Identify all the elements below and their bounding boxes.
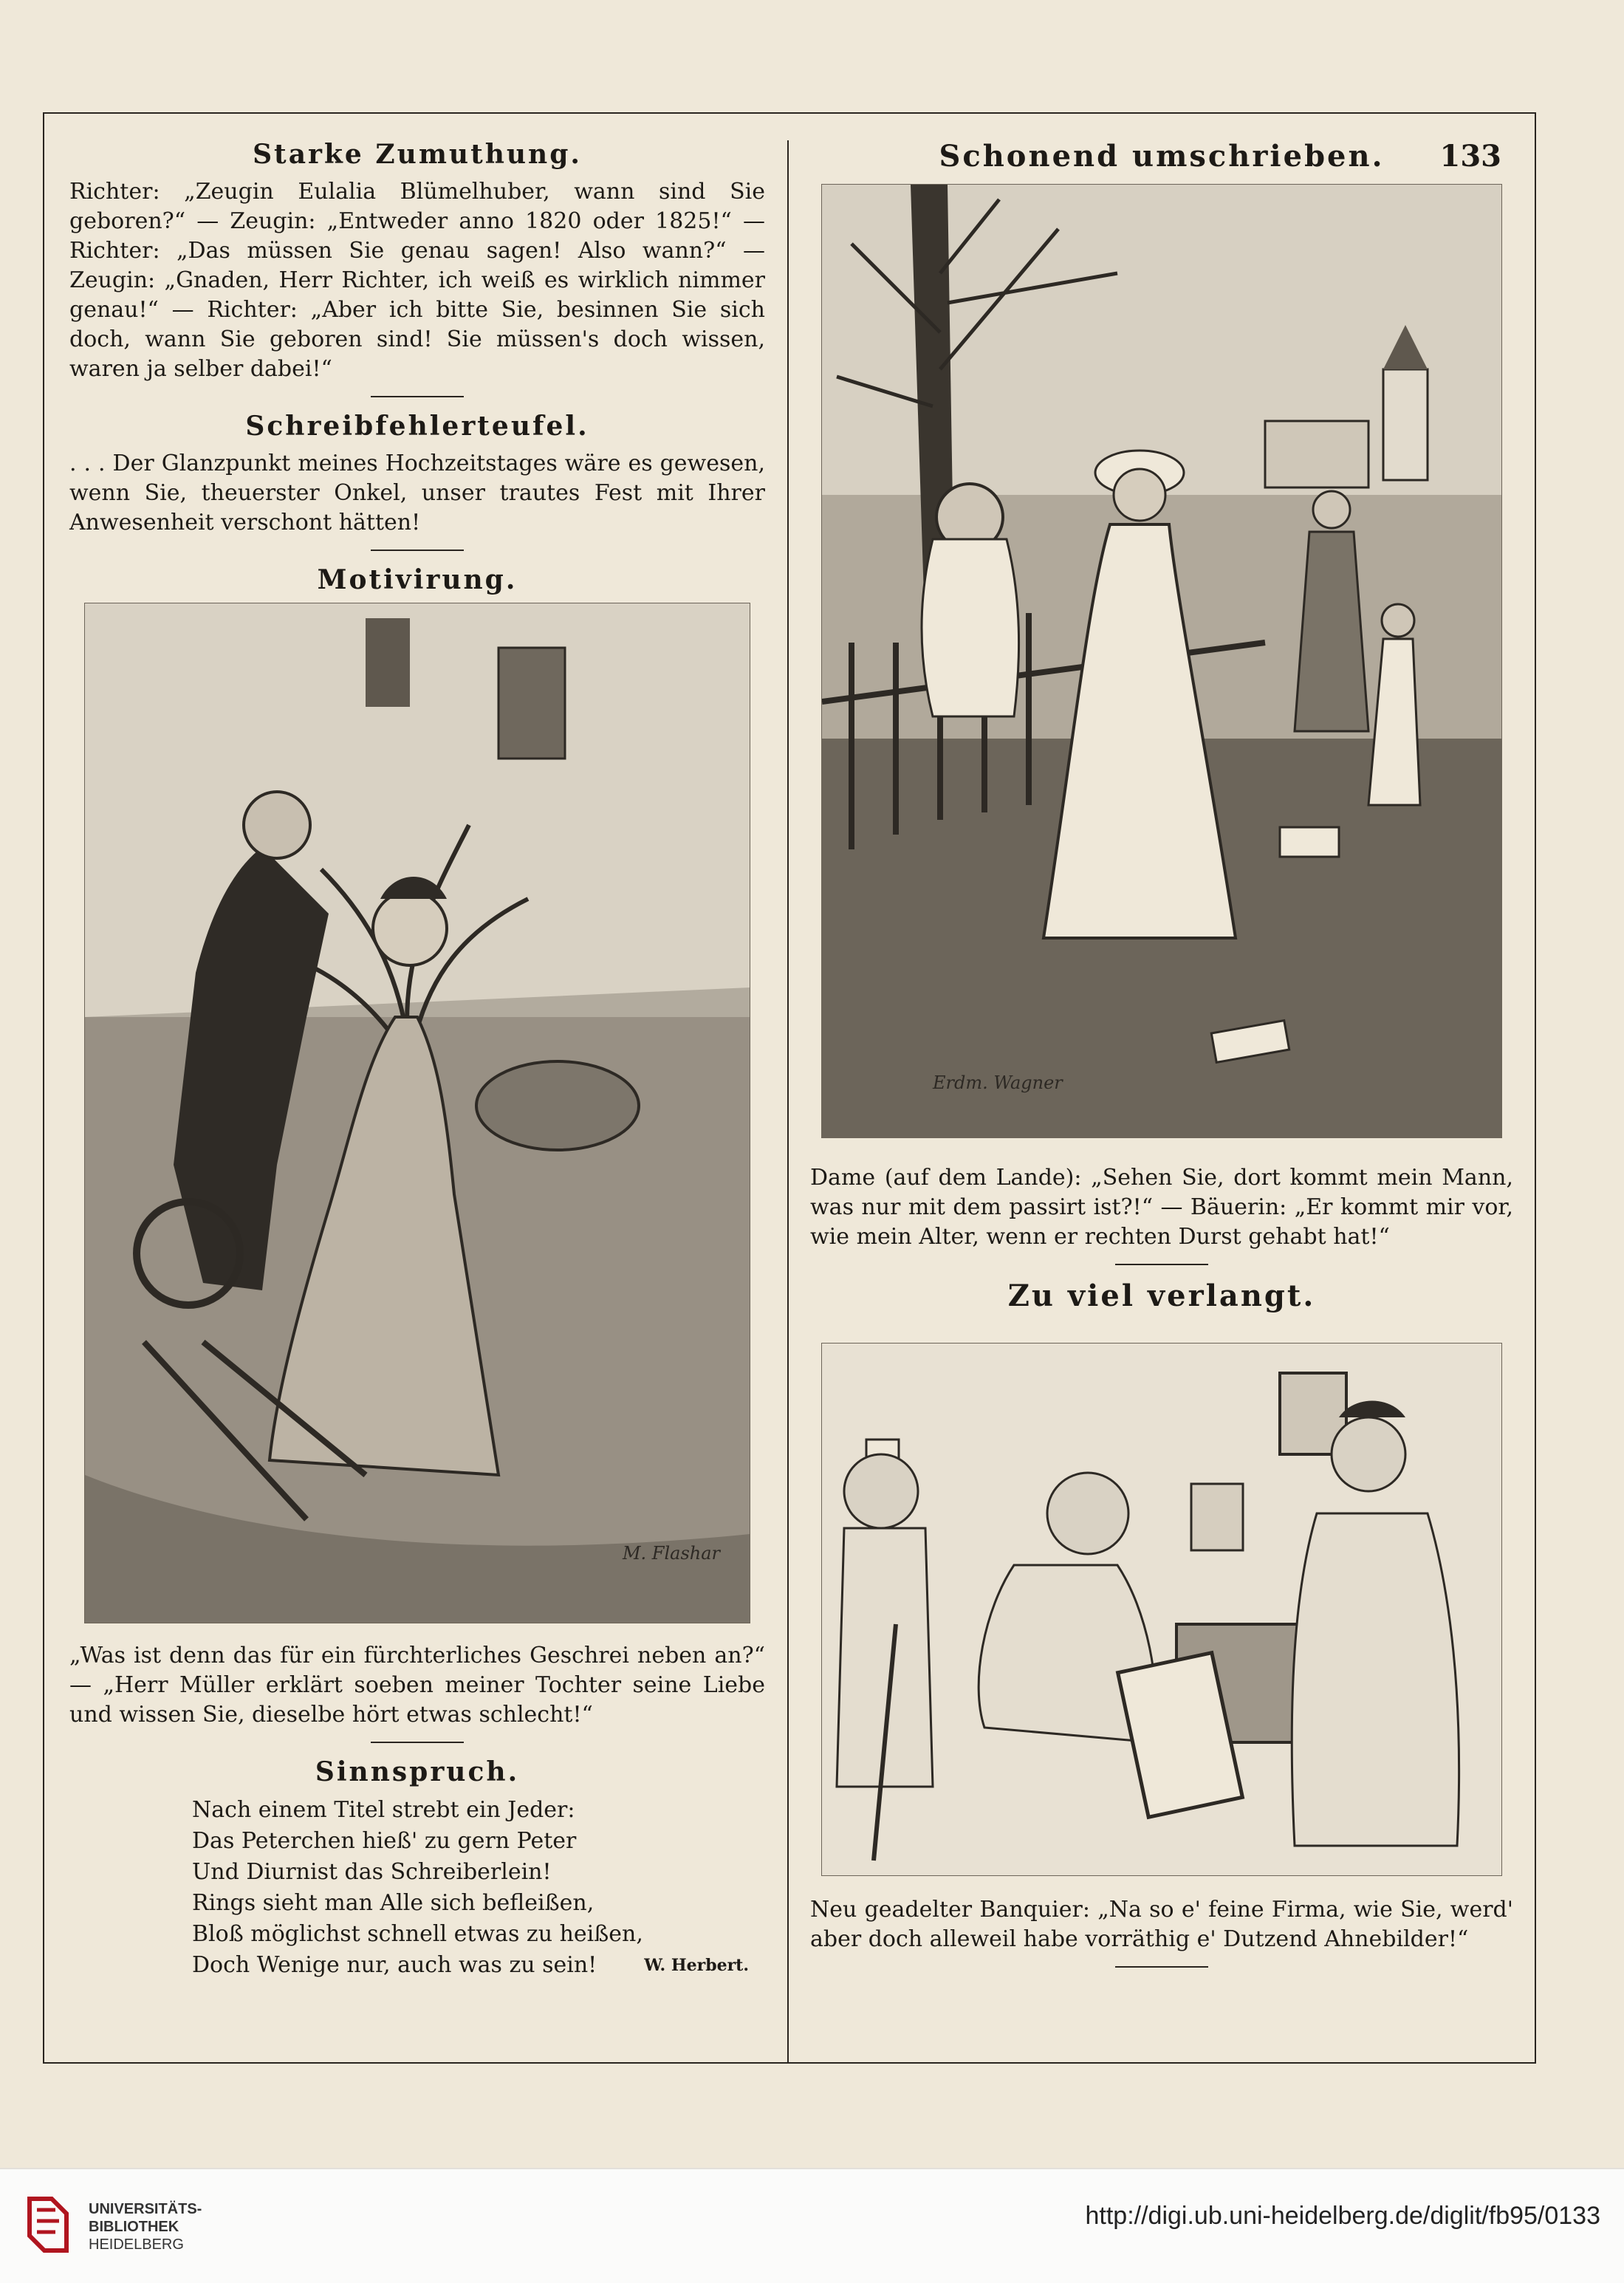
poem-author: W. Herbert. [644, 1956, 749, 1975]
library-name [89, 2200, 202, 2253]
heading-schonend-umschrieben: Schonend umschrieben. [939, 139, 1385, 174]
column-divider [787, 140, 789, 2062]
page-number: 133 [1439, 139, 1501, 174]
heading-starke-zumuthung: Starke Zumuthung. [253, 139, 582, 170]
heading-zu-viel-verlangt: Zu viel verlangt. [1007, 1279, 1316, 1313]
separator-rule [371, 550, 464, 551]
heading-motivirung: Motivirung. [317, 564, 518, 595]
left-column [59, 126, 775, 1981]
illustration-motivirung [84, 603, 750, 1623]
library-name-line: HEIDELBERG [89, 2236, 184, 2253]
artist-signature: M. Flashar [622, 1543, 720, 1564]
caption-motivirung: „Was ist denn das für ein fürchterliches Geschrei neben an?“ — „Herr Müller erklärt soeben meiner Tochter seine Liebe und wissen Sie, dieselbe hört etwas schlecht!“ [69, 1643, 765, 1728]
separator-rule [1115, 1966, 1208, 1968]
illustration-schonend [821, 184, 1502, 1138]
text-starke-zumuthung: Richter: „Zeugin Eulalia Blümelhuber, wann sind Sie geboren?“ — Zeugin: „Entweder anno 1820 oder 1825!“ — Richter: „Das müssen Sie genau sagen! Also wann?“ — Zeugin: „Gnaden, Herr Richter, ich weiß es wirklich nimmer genau!“ — Richter: „Aber ich bitte Sie, besinnen Sie sich doch, wann Sie geboren sind! Sie müssen's doch wissen, waren ja selber dabei!“ [69, 179, 765, 382]
separator-rule [1115, 1264, 1208, 1265]
library-name-line: BIBLIOTHEK [89, 2219, 179, 2235]
heading-schreibfehlerteufel: Schreibfehlerteufel. [245, 411, 589, 442]
poem-line: Nach einem Titel strebt ein Jeder: [192, 1797, 575, 1823]
library-logo-icon [22, 2191, 74, 2258]
illustration-zu-viel-verlangt [821, 1343, 1502, 1876]
heading-sinnspruch: Sinnspruch. [315, 1756, 520, 1787]
poem-line: Rings sieht man Alle sich befleißen, [192, 1890, 595, 1916]
poem-line: Das Peterchen hieß' zu gern Peter [192, 1828, 577, 1854]
right-column [800, 126, 1524, 1979]
poem-line: Doch Wenige nur, auch was zu sein! [192, 1952, 597, 1978]
text-schreibfehlerteufel: . . . Der Glanzpunkt meines Hochzeitstages wäre es gewesen, wenn Sie, theuerster Onkel, unser trautes Fest mit Ihrer Anwesenheit verschont hätten! [69, 451, 765, 535]
poem-line: Und Diurnist das Schreiberlein! [192, 1859, 552, 1885]
engraving-village-scene [822, 185, 1501, 1137]
poem-line: Bloß möglichst schnell etwas zu heißen, [192, 1921, 643, 1947]
separator-rule [371, 396, 464, 397]
separator-rule [371, 1742, 464, 1743]
library-name-line: UNIVERSITÄTS- [89, 2201, 202, 2217]
caption-schonend: Dame (auf dem Lande): „Sehen Sie, dort kommt mein Mann, was nur mit dem passirt ist?!“ — Bäuerin: „Er kommt mir vor, wie mein Alter, wenn er rechten Durst gehabt hat!“ [810, 1165, 1513, 1250]
artist-signature: Erdm. Wagner [933, 1072, 1063, 1093]
poem-sinnspruch [192, 1795, 775, 1981]
engraving-parlor-scene [85, 603, 750, 1623]
footer-bar [0, 2168, 1624, 2283]
caption-zu-viel-verlangt: Neu geadelter Banquier: „Na so e' feine Firma, wie Sie, werd' aber doch alleweil habe vorräthig e' Dutzend Ahnebilder!“ [810, 1897, 1513, 1952]
source-url-link[interactable]: http://digi.ub.uni-heidelberg.de/diglit/fb95/0133 [1085, 2202, 1600, 2230]
engraving-gallery-scene [822, 1344, 1501, 1875]
